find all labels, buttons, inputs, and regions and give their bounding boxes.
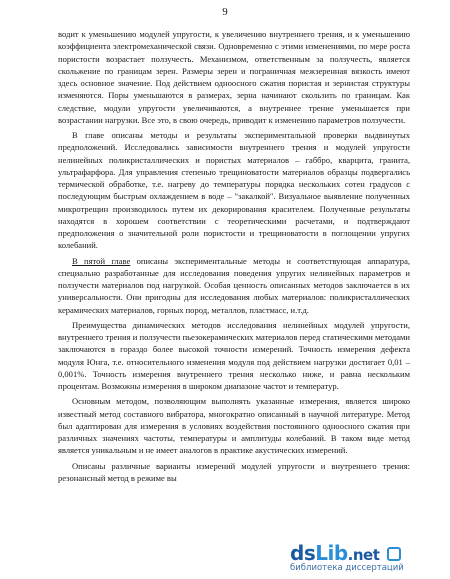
dslib-watermark[interactable] xyxy=(290,533,440,573)
paragraph xyxy=(58,460,410,485)
paragraph xyxy=(58,129,410,252)
paragraph-text: Основным методом, позволяющим выполнять указанные измерения, является широко известный метод составного вибратора, многократно описанный в научной литературе. Метод был адаптирован для измерения в условиях воздействия постоянного одноосного сжатия при различных значениях частоты, температуры и амплитуды колебаний. В таком виде метод является уникальным и не имеет аналогов в практике акустических измерений. xyxy=(58,396,410,456)
paragraph-text: водит к уменьшению модулей упругости, к увеличению внутреннего трения, и к уменьшению коэффициента электромеханической связи. Одновременно с этими изменениями, по мере роста пористости возрастает ползучесть. Механизмом, ответственным за ползучесть, является скольжение по границам зерен. Размеры зерен и пограничная межзеренная вязкость имеют здесь основное значение. Под действием одноосного сжатия пористая и зернистая структуры изменяются. Поры уменьшаются в размерах, зерна начинают скользить по границам. Как следствие, модули упругости увеличиваются, а внутреннее трение уменьшается при возрастании нагрузки. Все это, в свою очередь, приводит к изменению параметров ползучести. xyxy=(58,29,410,125)
dslib-subtitle: библиотека диссертаций xyxy=(290,563,404,573)
paragraph-text: В главе описаны методы и результаты экспериментальной проверки выдвинутых предположений. Исследовались зависимости внутреннего трения и модулей упругости нелинейных поликристаллических и пористых материалов – габбро, кварцита, гранита, ультрафарфора. Для управления степенью трещиноватости материалов образцы подвергались термической обработке, т.е. нагреву до температуры порядка нескольких сотен градусов с последующим быстрым охлаждением в воде – "закалкой". Визуальное выявление полученных микротрещин производилось путем их декорирования красителем. Полученные результаты находятся в хорошем соответствии с теоретическими расчетами, и подтверждают предположения о значительной роли пористости и трещиноватости в поглощении упругих колебаний. xyxy=(58,130,410,251)
chapter-reference: В пятой главе xyxy=(72,255,131,266)
book-icon xyxy=(387,547,401,561)
paragraph-text: описаны экспериментальные методы и соответствующая аппаратура, специально разработанные для исследования поведения упругих нелинейных параметров и ползучести материалов под нагрузкой. Особая ценность описанных методов заключается в их универсальности. Они пригодны для исследования любых материалов: поликристаллических керамических материалов, горных пород, металлов, пластмасс, и.т.д. xyxy=(58,255,410,315)
paragraph-text: Преимущества динамических методов исследования нелинейных модулей упругости, внутреннего трения и ползучести пьезокерамических материалов перед статическими методами заключаются в гораздо более высокой точности измерений. Точность измерения дефекта модуля Юнга, т.е. относительного изменения модуля под действием нагрузки достигает 0,01 – 0,001%. Точность измерения внутреннего трения несколько ниже, и равна нескольким процентам. Возможны измерения в широком диапазоне частот и температур. xyxy=(58,319,410,391)
paragraph xyxy=(58,255,410,316)
page-number: 9 xyxy=(222,6,228,18)
paragraph xyxy=(58,319,410,393)
paragraph xyxy=(58,28,410,126)
document-body xyxy=(58,28,410,487)
dslib-logo: ds Lib .net xyxy=(290,541,380,565)
paragraph xyxy=(58,395,410,456)
paragraph-text: Описаны различные варианты измерений модулей упругости и внутреннего трения: резонансный метод в режиме вы xyxy=(58,460,410,483)
